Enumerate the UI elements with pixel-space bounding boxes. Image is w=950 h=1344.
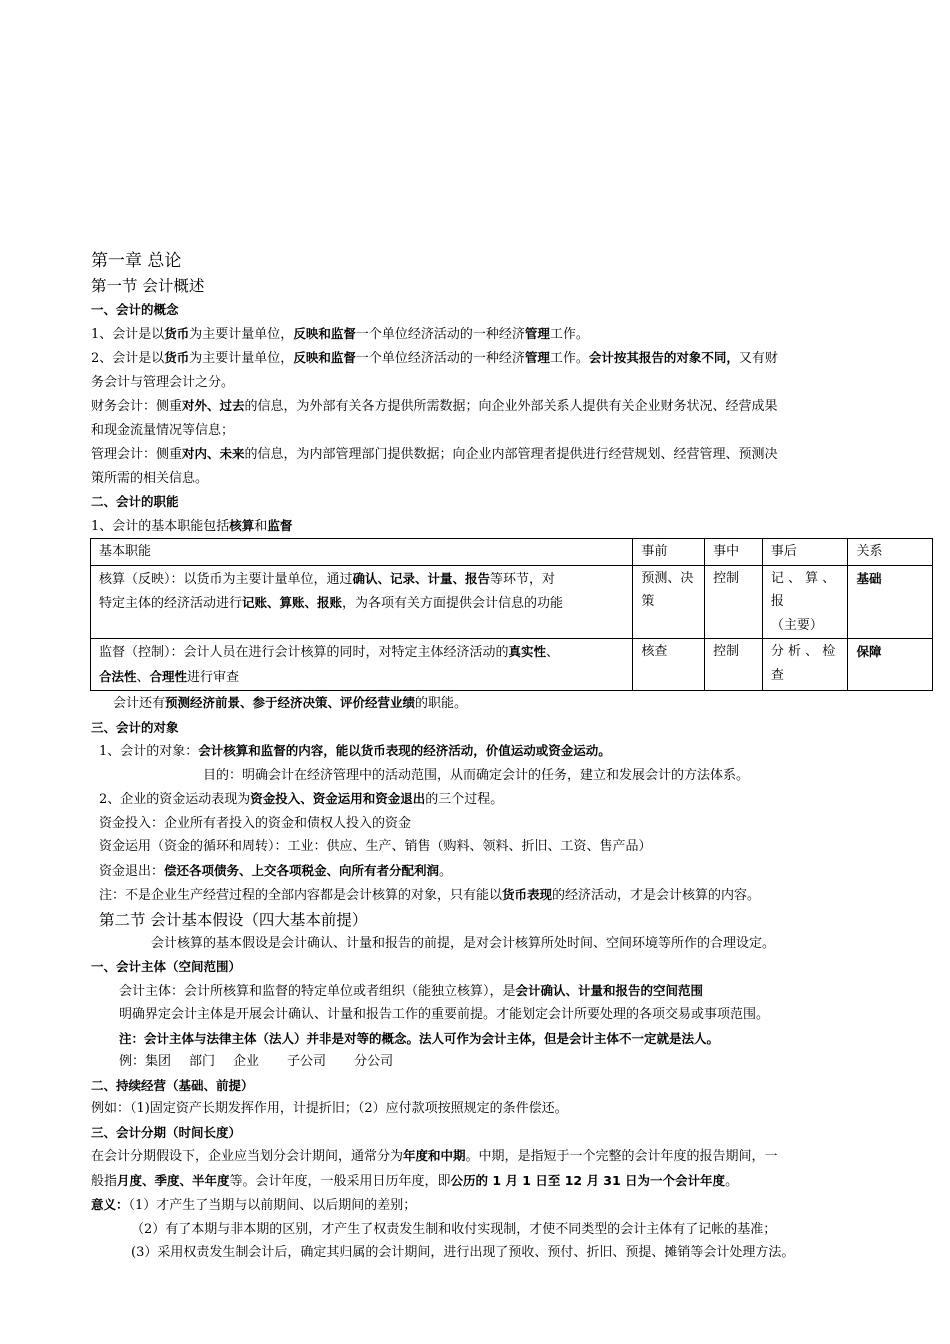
table-cell-relation: 基础 [848,565,933,639]
period-meaning-1: 意义：（1）才产生了当期与以前期间、以后期间的差别； [91,1197,417,1213]
table-row [91,639,933,691]
functions-extra: 会计还有预测经济前景、参于经济决策、评价经营业绩的职能。 [113,695,468,711]
object-purpose: 目的：明确会计在经济管理中的活动范围，从而确定会计的任务，建立和发展会计的方法体系。 [203,767,750,783]
heading-accounting-entity: 一、会计主体（空间范围） [91,959,242,974]
chapter-title: 第一章 总论 [91,251,182,271]
document-page [91,248,883,1265]
heading-going-concern: 二、持续经营（基础、前提） [91,1077,254,1093]
table-row [91,565,933,639]
entity-examples: 例：集团 部门 企业 子公司 分公司 [119,1054,394,1069]
section-title-1: 第一节 会计概述 [91,277,205,295]
fund-use: 资金运用（资金的循环和周转）：工业：供应、生产、销售（购料、领料、折旧、工资、售产品） [99,839,652,854]
entity-definition: 会计主体：会计所核算和监督的特定单位或者组织（能独立核算），是会计确认、计量和报告的空间范围 [119,982,704,999]
table-cell-before: 预测、决策 [633,565,705,639]
paragraph-concept-2: 2、会计是以货币为主要计量单位，反映和监督一个单位经济活动的一种经济管理工作。会计按其报告的对象不同，又有财 [91,350,778,366]
assumptions-intro: 会计核算的基本假设是会计确认、计量和报告的前提，是对会计核算所处时间、空间环境等所作的合理设定。 [151,935,776,951]
table-cell-during: 控制 [705,639,763,691]
fund-movement: 2、企业的资金运动表现为资金投入、资金运用和资金退出的三个过程。 [99,791,504,807]
functions-table [90,538,933,691]
table-cell-after: 分 析 、 检 查 [762,639,848,691]
object-definition: 1、会计的对象：会计核算和监督的内容，能以货币表现的经济活动，价值运动或资金运动。 [99,743,611,759]
object-note: 注：不是企业生产经营过程的全部内容都是会计核算的对象，只有能以货币表现的经济活动，才是会计核算的内容。 [99,887,761,903]
table-cell-before: 核查 [633,639,705,691]
financial-accounting-cont: 和现金流量情况等信息； [91,422,235,438]
functions-intro: 1、会计的基本职能包括核算和监督 [91,517,293,534]
heading-accounting-concept: 一、会计的概念 [91,302,179,317]
period-meaning-2: （2）有了本期与非本期的区别，才产生了权责发生制和收付实现制，才使不同类型的会计主体有了记帐的基准； [131,1221,777,1237]
table-cell-relation: 保障 [848,639,933,691]
table-header: 事后 [762,539,848,566]
section-title-2: 第二节 会计基本假设（四大基本前提） [99,910,368,929]
table-cell-function: 核算（反映）：以货币为主要计量单位，通过确认、记录、计量、报告等环节，对 特定主体的经济活动进行记账、算账、报账，为各项有关方面提供会计信息的功能 [91,565,633,639]
table-header: 事中 [705,539,763,566]
entity-note: 注：会计主体与法律主体（法人）并非是对等的概念。法人可作为会计主体，但是会计主体不一定就是法人。 [119,1030,720,1046]
fund-exit: 资金退出：偿还各项债务、上交各项税金、向所有者分配利润。 [99,862,453,879]
period-meaning-3: (3）采用权责发生制会计后，确定其归属的会计期间，进行出现了预收、预付、折旧、预提、摊销等会计处理方法。 [131,1245,795,1260]
management-accounting-cont: 策所需的相关信息。 [91,470,209,486]
entity-importance: 明确界定会计主体是开展会计确认、计量和报告工作的重要前提。才能划定会计所要处理的各项交易或事项范围。 [119,1007,770,1022]
table-header-row [91,539,933,566]
paragraph-concept-2-cont: 务会计与管理会计之分。 [91,374,235,390]
period-definition: 在会计分期假设下，企业应当划分会计期间，通常分为年度和中期。中期，是指短于一个完整的会计年度的报告期间，一 [91,1148,778,1164]
management-accounting-line: 管理会计：侧重对内、未来的信息，为内部管理部门提供数据；向企业内部管理者提供进行经营规划、经营管理、预测决 [91,446,778,462]
period-definition-cont: 般指月度、季度、半年度等。会计年度，一般采用日历年度，即公历的 1 月 1 日至 12 月 31 日为一个会计年度。 [91,1172,739,1189]
heading-accounting-object: 三、会计的对象 [91,719,179,735]
heading-accounting-functions: 二、会计的职能 [91,494,179,509]
paragraph-concept-1: 1、会计是以货币为主要计量单位，反映和监督一个单位经济活动的一种经济管理工作。 [91,325,589,342]
table-cell-after: 记 、 算 、 报 （主要） [762,565,848,639]
table-header: 关系 [848,539,933,566]
table-cell-during: 控制 [705,565,763,639]
table-header: 基本职能 [91,539,633,566]
financial-accounting-line: 财务会计：侧重对外、过去的信息，为外部有关各方提供所需数据；向企业外部关系人提供有关企业财务状况、经营成果 [91,398,778,414]
going-concern-examples: 例如：（1)固定资产长期发挥作用，计提折旧；（2）应付款项按照规定的条件偿还。 [91,1101,568,1116]
heading-accounting-period: 三、会计分期（时间长度） [91,1124,242,1140]
table-cell-function: 监督（控制）：会计人员在进行会计核算的同时，对特定主体经济活动的真实性、 合法性、合理性进行审查 [91,639,633,691]
fund-input: 资金投入：企业所有者投入的资金和债权人投入的资金 [99,815,412,831]
table-header: 事前 [633,539,705,566]
